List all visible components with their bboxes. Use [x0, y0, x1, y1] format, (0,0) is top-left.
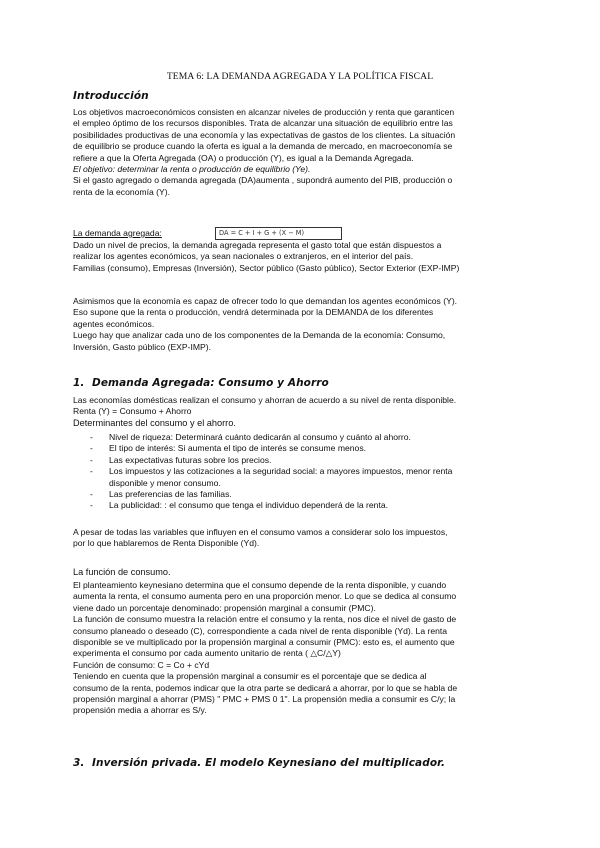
objective-line: El objetivo: determinar la renta o producción de equilibrio (Ye).: [73, 164, 311, 175]
text-line: realizar los agentes económicos, ya sean nacionales o extranjeros, en el interior del país.: [73, 251, 414, 262]
intro-paragraph-1: [73, 107, 528, 198]
text-line: disponible se ve multiplicado por la propensión marginal a consumir (PMC): esto es, el aumento que: [73, 637, 455, 648]
section-1-number: 1.: [73, 377, 85, 389]
text-line: Los objetivos macroeconómicos consisten en alcanzar niveles de producción y renta que garanticen: [73, 107, 455, 117]
intro-paragraph-3: [73, 240, 528, 274]
intro-paragraph-4: [73, 296, 528, 353]
text-line: refiere a que la Oferta Agregada (OA) o producción (Y), es igual a la Demanda Agregada.: [73, 152, 414, 163]
text-line: Luego hay que analizar cada uno de los componentes de la Demanda de la economía: Consumo,: [73, 330, 446, 341]
text-line: de equilibrio se produce cuando la oferta es igual a la demanda de mercado, en macroeconomía se: [73, 141, 453, 152]
text-line: experimenta el consumo por cada aumento unitario de renta ( △C/△Y): [73, 648, 341, 659]
text-line: Teniendo en cuenta que la propensión marginal a consumir es el porcentaje que se dedica al: [73, 671, 427, 682]
list-item: - Los impuestos y las cotizaciones a la seguridad social: a mayores impuestos, menor renta disponible y menor consumo.: [90, 466, 453, 488]
text-line: Familias (consumo), Empresas (Inversión), Sector público (Gasto público), Sector Exterior (EXP-IMP): [73, 262, 460, 273]
aggregate-demand-label: La demanda agregada:: [73, 228, 162, 238]
text-line: A pesar de todas las variables que influyen en el consumo vamos a considerar solo los impuestos,: [73, 527, 448, 537]
text-line: Dado un nivel de precios, la demanda agregada representa el gasto total que están dispuestos a: [73, 240, 442, 250]
section-3-end: .: [440, 757, 446, 769]
text-line: propensión media a ahorrar es S/y.: [73, 705, 207, 716]
text-line: aumenta la renta, el consumo aumenta pero en una proporción menor. Lo que se dedica al consumo: [73, 591, 457, 602]
aggregate-demand-formula-box: DA = C + I + G + (X − M): [215, 227, 342, 240]
section-1-paragraph-3: [73, 580, 528, 717]
consumption-function-formula: Función de consumo: C = Co + cYd: [73, 659, 210, 670]
determinants-title: Determinantes del consumo y el ahorro.: [73, 417, 236, 428]
determinants-list: [73, 432, 528, 512]
section-1-title: Demanda Agregada: Consumo y Ahorro: [92, 377, 329, 389]
text-line: consumo planeado o deseado (C), correspondiente a cada nivel de renta disponible (Yd). La renta: [73, 625, 448, 636]
section-3-heading: [73, 757, 445, 769]
text-line: el empleo óptimo de los recursos disponibles. Trata de alcanzar una situación de equilibrio entre las: [73, 118, 453, 129]
text-line: propensión marginal a ahorrar (PMS) " PMC + PMS 0 1". La propensión media a consumir es C/y; la: [73, 694, 456, 705]
text-line: posibilidades productivas de una economía y las expectativas de gastos de los clientes. La situación: [73, 129, 456, 140]
text-line: Asimismos que la economía es capaz de ofrecer todo lo que demandan los agentes económicos (Y).: [73, 296, 458, 306]
text-line: renta de la economía (Y).: [73, 186, 170, 197]
text-line: La función de consumo muestra la relación entre el consumo y la renta, nos dice el nivel de gasto de: [73, 614, 457, 625]
list-item: - El tipo de interés: Si aumenta el tipo de interés se consume menos.: [90, 443, 366, 454]
list-item: - Nivel de riqueza: Determinará cuánto dedicarán al consumo y cuánto al ahorro.: [90, 432, 411, 442]
section-3-title: Inversión privada. El modelo Keynesiano del multiplicador: [92, 757, 441, 769]
consumption-function-title: La función de consumo.: [73, 567, 171, 577]
consumption-function-title-row: [73, 567, 528, 578]
income-formula: Renta (Y) = Consumo + Ahorro: [73, 406, 192, 417]
text-line: consumo de la renta, podemos indicar que la otra parte se dedicará a ahorrar, por lo que se habla de: [73, 682, 458, 693]
section-3-number: 3.: [73, 757, 85, 769]
text-line: Las economías domésticas realizan el consumo y ahorran de acuerdo a su nivel de renta disponible.: [73, 395, 457, 405]
intro-heading: Introducción: [73, 90, 149, 102]
text-line: por lo que hablaremos de Renta Disponible (Yd).: [73, 538, 260, 549]
section-1-heading: [73, 377, 329, 389]
text-line: viene dado un porcentaje denominado: propensión marginal a consumir (PMC).: [73, 602, 376, 613]
text-line: agentes económicos.: [73, 318, 155, 329]
text-line: El planteamiento keynesiano determina que el consumo depende de la renta disponible, y cuando: [73, 580, 447, 590]
list-item: - La publicidad: : el consumo que tenga el individuo dependerá de la renta.: [90, 500, 389, 511]
page-title: TEMA 6: LA DEMANDA AGREGADA Y LA POLÍTICA FISCAL: [166, 71, 434, 82]
text-line: Si el gasto agregado o demanda agregada (DA)aumenta , supondrá aumento del PIB, producción o: [73, 175, 453, 186]
text-line: Eso supone que la renta o producción, vendrá determinada por la DEMANDA de los diferentes: [73, 307, 434, 318]
text-line: Inversión, Gasto público (EXP-IMP).: [73, 341, 212, 352]
list-item: - Las expectativas futuras sobre los precios.: [90, 454, 272, 465]
list-item: - Las preferencias de las familias.: [90, 489, 232, 500]
section-1-paragraph-2: [73, 527, 528, 550]
section-1-intro: [73, 395, 528, 429]
